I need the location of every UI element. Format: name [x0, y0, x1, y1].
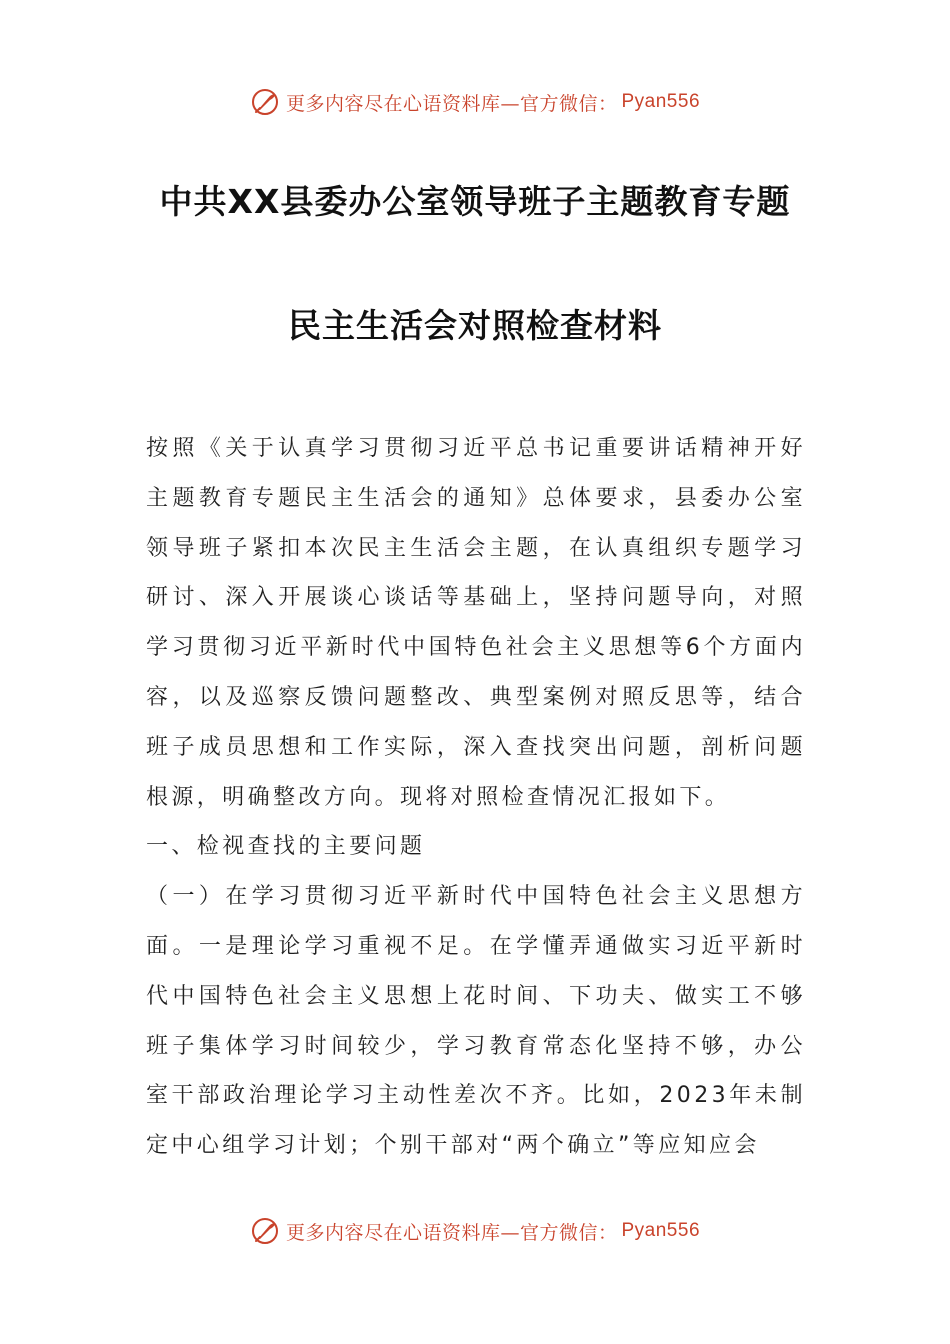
subsection-paragraph: （一）在学习贯彻习近平新时代中国特色社会主义思想方面。一是理论学习重视不足。在学懂弄通做实习近平新时代中国特色社会主义思想上花时间、下功夫、做实工不够班子集体学习时间较少，学习教育常态化坚持不够，办公室干部政治理论学习主动性差次不齐。比如，2023年未制定中心组学习计划；个别干部对“两个确立”等应知应会	[146, 884, 806, 1159]
intro-paragraph: 按照《关于认真学习贯彻习近平总书记重要讲话精神开好主题教育专题民主生活会的通知》总体要求，县委办公室领导班子紧扣本次民主生活会主题，在认真组织专题学习研讨、深入开展谈心谈话等基础上，坚持问题导向，对照学习贯彻习近平新时代中国特色社会主义思想等6个方面内容，以及巡察反馈问题整改、典型案例对照反思等，结合班子成员思想和工作实际，深入查找突出问题，剖析问题根源，明确整改方向。现将对照检查情况汇报如下。	[146, 436, 806, 810]
watermark-text: 更多内容尽在心语资料库—官方微信：	[285, 1221, 618, 1244]
document-body	[146, 424, 806, 1171]
watermark-header	[0, 82, 950, 122]
document-title-line-1: 中共XX县委办公室领导班子主题教育专题	[159, 182, 791, 221]
section-heading: 一、检视查找的主要问题	[146, 834, 426, 860]
watermark-footer	[0, 1211, 950, 1251]
quill-pen-logo-icon	[250, 1216, 280, 1246]
watermark-wechat-id: Pyan556	[621, 91, 701, 112]
watermark-wechat-id: Pyan556	[621, 1220, 701, 1241]
document-title-line-2: 民主生活会对照检查材料	[288, 306, 662, 345]
watermark-text: 更多内容尽在心语资料库—官方微信：	[285, 92, 618, 115]
quill-pen-logo-icon	[250, 87, 280, 117]
